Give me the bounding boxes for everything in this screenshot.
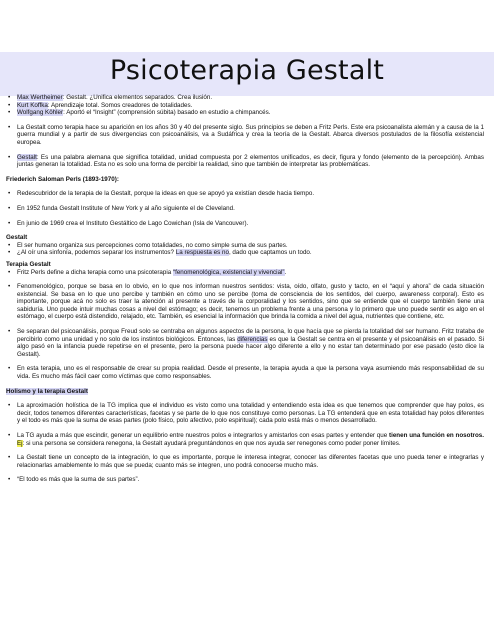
highlighted-word: diferencias [237,335,268,343]
list-item-text: : Aprendizaje total. Somos creadores de totalidades. [47,101,193,109]
list-item: • La Gestalt como terapia hace su aparición en los años 30 y 40 del presente siglo. Sus principios se deben a Fritz Perls. Este era psicoanalista alemán y a causa de la 1 guerra mundial y a partir de sus divergencias con psicoanálisis, va a Sudáfrica y crea la teoría de la Gestalt. Abarca diversos postulados de la filosofía existencial europea. [6,124,484,147]
gestalt-list [6,242,484,257]
list-item-text: : si una persona se considera renegona, la Gestalt ayudará preguntándonos en que nos ayuda ser renegones como poder poner límites. [22,439,401,447]
list-item [6,109,484,117]
highlighted-name: Kurt Koffka [17,101,48,109]
origin-list [6,124,484,147]
list-item [6,269,484,277]
perls-list [6,190,484,227]
bold-text: tienen una función en nosotros. [389,432,484,439]
list-item-text: ¿Al oír una sinfonía, podemos separar los instrumentos? [17,249,176,257]
list-item-text: , dado que captamos un todo. [228,249,312,257]
highlighted-name: Max Wertheimer [17,94,63,101]
highlighted-name: Wolfgang Köhler [17,109,64,117]
list-item: • En junio de 1969 crea el Instituto Gestáltico de Lago Cowichan (Isla de Vancouver). [6,220,484,228]
list-item: • “El todo es más que la suma de sus partes”. [6,476,484,484]
list-item: • Redescubridor de la terapia de la Gestalt, porque la ideas en que se apoyó ya existían desde hacia tiempo. [6,190,484,198]
list-item-text: Fritz Perls define a dicha terapia como una psicoterapia [17,268,173,276]
gestalt-heading: Gestalt [6,234,28,242]
list-item: • Fenomenológico, porque se basa en lo obvio, en lo que nos informan nuestros sentidos: vista, oído, olfato, gusto y tacto, en el “aquí y ahora” de cada situación existencial. Se basa en lo que uno percibe y también en cómo uno se percibe (toma de consciencia de los sentidos, del cuerpo, awareness corporal). Esto es importante, porque acá no solo es traer la atención al presente a través de la corporalidad y los sentidos, sino que se entiende que el cuerpo también tiene una sabiduría. Uno puede intuir muchas cosas a nivel del estómago; es decir, tenemos un problema frente a una persona y lo primero que uno puede sentir es algo en el estómago, el cuerpo está distendido, relajado, etc. También, es esencial la información que brinda la comida a nivel del agua, nutrientes que contiene, etc. [6,283,484,321]
list-item [6,102,484,110]
list-item: • En 1952 funda Gestalt Institute of New York y al año siguiente el de Cleveland. [6,205,484,213]
list-item-text: Se separan del psicoanálisis, porque Freud solo se centraba en algunos aspectos de la persona, lo que hacía que se pierda la totalidad del ser humano. Fritz trataba de percibirlo como una unidad y no solo de los instintos biológicos. Entonces, las [17,328,484,343]
highlighted-answer: La respuesta es no [175,249,229,257]
list-item: • El ser humano organiza sus percepciones como totalidades, no como simple suma de sus partes. [6,242,484,250]
list-item: • La Gestalt tiene un concepto de la integración, lo que es importante, porque le interesa integrar, conocer las diferentes facetas que uno pueda tener e integrarlas y relacionarlas amablemente lo más que se pueda; cuanto más se integren, uno podrá conocerse mucho más. [6,454,484,469]
document-body [6,94,484,484]
list-item-text: es que la Gestalt se centra en el presente y el psicoanálisis en el pasado. Si algo pasó en la infancia puede repetirse en el presente, pero la persona puede hacer algo diferente a ello y no estar tan determinado por ese pasado (esto dice la Gestalt). [17,335,484,358]
highlighted-example: Ej [17,439,23,447]
page-title: Psicoterapia Gestalt [109,55,385,86]
gestalt-definition-list [6,154,484,169]
list-item-text: La TG ayuda a más que escindir, generar un equilibrio entre nuestros polos e integrarlos y amistarlos con esas partes y entender que [17,432,390,439]
highlighted-quote: “fenomenológica, existencial y vivencial” [173,268,285,276]
list-item: • La aproximación holística de la TG implica que el individuo es visto como una totalidad y entendiendo esta idea es que tenemos que comprender que hay polos, es decir, todos tenemos diferentes características, facetas y se parte de lo que nos constituye como personas. La TG entenderá que en esta totalidad hay polos diferentes y el todo es más que la suma de esas partes (polo físico, polo afectivo, polo espiritual); cada polo está más o menos desarrollado. [6,402,484,425]
perls-heading: Friederich Saloman Perls (1893-1970): [6,175,119,183]
list-item-text: . [284,268,287,276]
list-item [6,328,484,358]
holismo-list [6,402,484,484]
list-item-text: : Es una palabra alemana que significa totalidad, unidad compuesta por 2 elementos unificados, es decir, figura y fondo (elemento de la percepción). Ambas juntas generan la totalidad. Esta no es solo una forma de percibir la realidad, sino que también de interpretar las problemáticas. [17,153,484,169]
holismo-heading [6,388,484,396]
list-item [6,154,484,169]
list-item-text: : Aportó el “Insight” (comprensión súbita) basado en estudio a chimpancés. [63,109,271,117]
list-item [6,432,484,447]
highlighted-term: Gestalt [17,153,37,161]
terapia-intro-list [6,269,484,277]
terapia-heading: Terapia Gestalt [6,260,51,268]
list-item-text: : Gestalt. ¿Unifica elementos separados. Crea ilusión. [62,94,213,101]
list-item [6,249,484,257]
highlighted-heading: Holismo y la terapia Gestalt [6,387,88,395]
terapia-list [6,283,484,381]
list-item: • En esta terapia, uno es el responsable de crear su propia realidad. Desde el presente, la terapia ayuda a que la persona vaya asumiendo más responsabilidad de su vida. Es mucho más fácil caer como víctimas que como responsables. [6,365,484,380]
list-item [6,94,484,102]
intro-list [6,94,484,117]
